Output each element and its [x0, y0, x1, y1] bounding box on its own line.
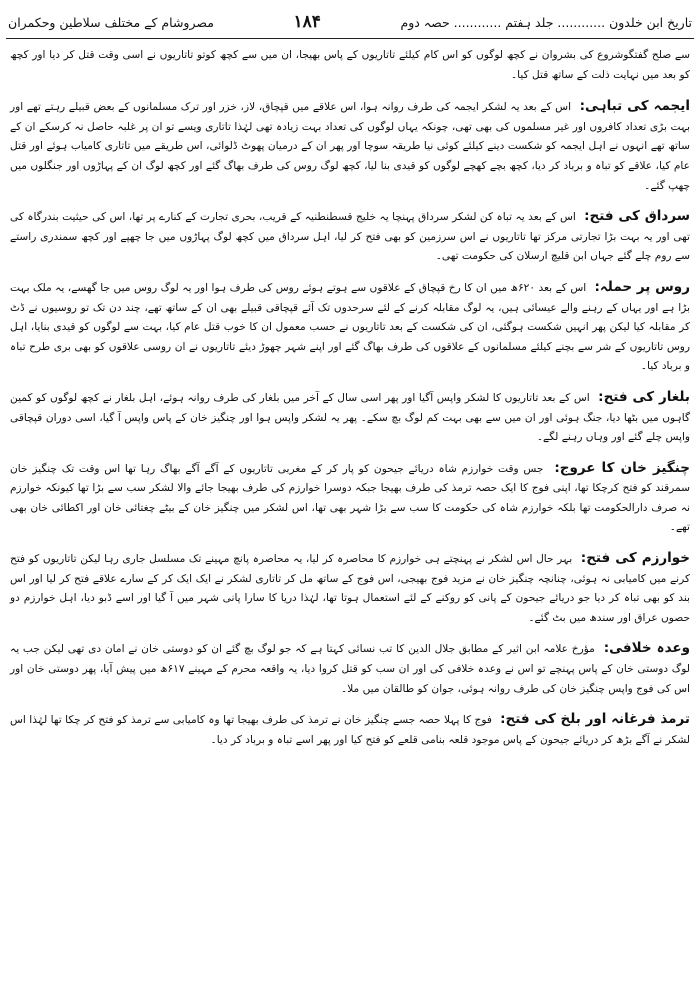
section-heading: خوارزم کی فتح:: [575, 550, 690, 567]
section-heading: ترمذ فرغانہ اور بلخ کی فتح:: [495, 711, 691, 728]
paragraph-text: اس کے بعد یہ لشکر ایجمہ کی طرف روانہ ہوا، اس علاقے میں قپچاق، لاز، خزر اور ترک مسلمانوں کے بعض قبیلے رہتے تھے اور بہت بڑی تعداد کافروں اور غیر مسلموں کی بھی تھی، چونکہ یہاں لوگوں کی تعداد بہت زیادہ تھی لہٰذا تاتاری ویسے تو ان پر غلبہ حاصل نہ کرسکے ان کے ساتھ تھے انہوں نے اہل ایجمہ کو شکست دینے کیلئے کوئی نیا طریقہ سوچا اور پھر ان کے درمیان پھوٹ ڈلوائی، اس طریقے میں تاتاری کامیاب ہوئے اور قتل عام کیا، علاقے کو تباہ و برباد کر دیا، کچھ بچے کھچے لوگوں کو قیدی بنا لیا، کچھ لوگ روس کی طرف بھاگ گئے اور کچھ لوگ ان کے پہاڑوں اور جنگلوں میں چھپ گئے۔: [10, 101, 690, 192]
paragraph-text: اس کے بعد یہ تباہ کن لشکر سرداق پہنچا یہ خلیج قسطنطنیہ کے قریب، بحری تجارت کے کنارے پر تھا، اس کی حیثیت بندرگاہ کی تھی اور یہ بہت بڑا تجارتی مرکز تھا تاتاریوں نے اس سرزمین کو بھی فتح کر لیا، اہل سرداق میں کچھ لوگ پہاڑوں میں جا چھپے اور کچھ سمندری راستے سے روم چلے گئے جہاں ابن قلیچ ارسلان کی حکومت تھی۔: [10, 211, 690, 263]
paragraph-text: مؤرخ علامہ ابن اثیر کے مطابق جلال الدین کا تب نسائی کہتا ہے کہ جو لوگ بچ گئے ان کو دوستی خان نے امان دی تھی لیکن جب یہ لوگ دوستی خان کے پاس پہنچے تو اس نے وعدہ خلافی کی اور ان سب کو قتل کروا دیا، یہ واقعہ محرم کے مہینے ۶۱۷ھ میں پیش آیا، پھر دوستی خان اور اس کی فوج واپس چنگیز خان کی طرف روانہ ہوئی، جوان کو طالقان میں ملا۔: [10, 643, 690, 695]
paragraph-text: فوج کا پہلا حصہ جسے چنگیز خان نے ترمذ کی طرف بھیجا تھا وہ کامیابی سے ترمذ کو فتح کر چکا تھا لہٰذا اس لشکر نے آگے بڑھ کر دریائے جیحون کے پاس موجود قلعہ بنامی قلعے کو فتح کیا اور پھر اسے تباہ و برباد کر دیا۔: [10, 714, 690, 746]
paragraph-khwarazm: [10, 549, 690, 628]
paragraph-opening: [10, 46, 690, 85]
paragraph-text: جس وقت خوارزم شاہ دریائے جیحون کو پار کر کے مغربی تاتاریوں کے آگے آگے بھاگ رہا تھا اس وقت تک چنگیز خان سمرقند کو فتح کرچکا تھا، اپنی فوج کا ایک حصہ ترمذ کی طرف بھیجا جبکہ دوسرا خوارزم کی طرف بھیجا جائے والا لشکر سب سے بڑا تھا کیونکہ خوارزم نہ صرف دارالحکومت تھا بلکہ خوارزم شاہ کی حکومت کا سب سے بڑا شہر بھی تھا، اس لشکر میں چنگیز خان کے بیٹے چغتائی خان اور اکطائی خان بھی تھے۔: [10, 462, 690, 534]
page-number: ۱۸۴: [293, 12, 321, 32]
header-chapter-title: مصروشام کے مختلف سلاطین وحکمران: [8, 14, 214, 30]
page-header: [8, 8, 692, 36]
section-heading: وعدہ خلافی:: [598, 640, 690, 657]
section-heading: بلغار کی فتح:: [593, 388, 690, 405]
header-book-title: تاریخ ابن خلدون ............ جلد ہفتم ............ حصہ دوم: [400, 14, 692, 30]
paragraph-bulghar: [10, 388, 690, 448]
section-heading: روس پر حملہ:: [589, 278, 690, 295]
section-heading: ایجمہ کی تباہی:: [574, 98, 690, 115]
page-body: [10, 46, 690, 992]
paragraph-tirmidh: [10, 710, 690, 750]
section-heading: چنگیز خان کا عروج:: [548, 459, 690, 476]
paragraph-genghis-rise: [10, 459, 690, 538]
section-heading: سرداق کی فتح:: [579, 208, 690, 225]
paragraph-text: بہر حال اس لشکر نے پہنچتے ہی خوارزم کا محاصرہ کر لیا، یہ محاصرہ پانچ مہینے تک مسلسل جاری رہا لیکن تاتاریوں کو فتح کرنے میں کامیابی نہ ہوئی، چنانچہ چنگیز خان نے مزید فوج بھیجی، اس فوج کے ساتھ مل کر تاتاری لشکر نے ایک ایک کر کے سارے علاقے فتح کر لیا اور اس بند کو بھی تباہ کر دیا جو دریائے جیحون کے پانی کو روکنے کے لئے استعمال ہوتا تھا، لہٰذا دریا کا سارا پانی شہر میں آ گیا اور اسے ڈبو دیا، اہل خوارزم دو حصوں عراق اور سندھ میں بٹ گئے۔: [10, 553, 690, 624]
header-rule: [6, 38, 694, 39]
paragraph-text: اس کے بعد ۶۲۰ھ میں ان کا رخ قپچاق کے علاقوں سے ہوتے ہوئے روس کی طرف ہوا اور یہ لوگ روس میں جا گھسے، یہ ملک بہت بڑا ہے اور یہاں کے رہنے والے عیسائی ہیں، یہ لوگ مقابلہ کرنے کے لئے سرحدوں تک آئے قپچاقی قبیلے بھی ان کے ساتھ تھے، چند دن تک تو روسیوں نے ڈٹ کر مقابلہ کیا لیکن پھر انہیں شکست ہوگئی، ان کی شکست کے بعد تاتاریوں نے حسب معمول ان کا خوب قتل عام کیا، بہت سے لوگوں کو قیدی بنایا، اہل روس تاتاریوں کے شر سے بچنے کیلئے مسلمانوں کے علاقوں کی طرف بھاگ گئے اور اپنے شہر چھوڑ دیئے تاتاریوں نے ان روسی علاقوں کو بھی بری طرح تباہ و برباد کیا۔: [10, 281, 690, 373]
paragraph-text: اس کے بعد تاتاریوں کا لشکر واپس آگیا اور پھر اسی سال کے آخر میں بلغار کی طرف روانہ ہوئے، اہل بلغار نے کچھ لوگوں کو کمین گاہوں میں بٹھا دیا، جنگ ہوئی اور ان میں سے بھی بہت کم لوگ بچ سکے۔ پھر یہ لشکر واپس ہوا اور چنگیز خان کے پاس واپس آ گیا، اسی دوران قپچاقی واپس چلے گئے اور وہاں رہنے لگے۔: [10, 391, 690, 444]
paragraph-broken-promise: [10, 639, 690, 699]
paragraph-ajma: [10, 97, 690, 196]
paragraph-russia: [10, 278, 690, 377]
paragraph-text: سے صلح گفتگوشروع کی بشروان نے کچھ لوگوں کو اس کام کیلئے تاتاریوں کے پاس بھیجا، ان میں سے کچھ کوتو تاتاریوں نے اسی وقت قتل کر دیا اور کچھ کو بعد میں نہایت ذلت کے ساتھ قتل کیا۔: [10, 49, 690, 81]
paragraph-sardaq: [10, 207, 690, 267]
